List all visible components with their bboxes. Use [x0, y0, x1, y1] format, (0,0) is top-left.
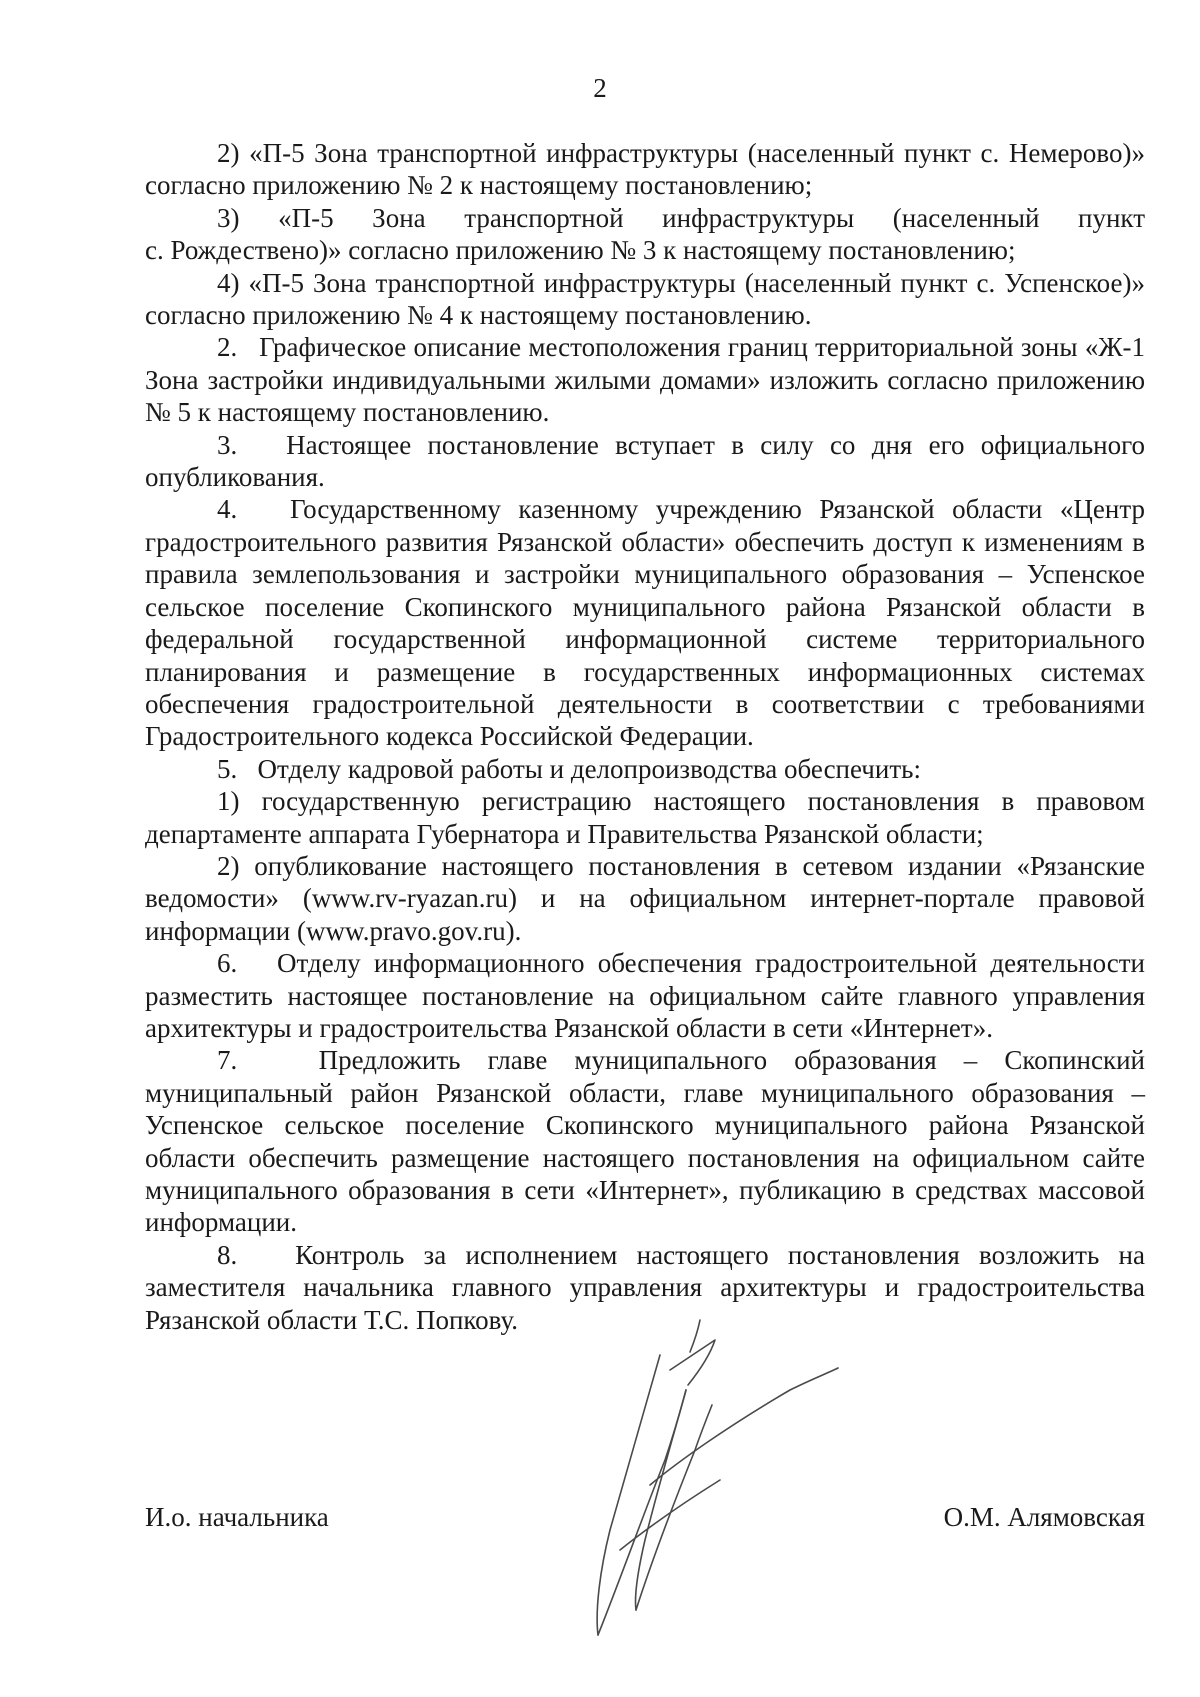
paragraph-item-2: 2) «П-5 Зона транспортной инфраструктуры (населенный пункт с. Немерово)» согласно приложению № 2 к настоящему постановлению;: [145, 138, 1145, 201]
signature-block: [145, 1501, 1145, 1541]
document-body: [145, 137, 1145, 1336]
paragraph-item-4: 4) «П-5 Зона транспортной инфраструктуры (населенный пункт с. Успенское)» согласно приложению № 4 к настоящему постановлению.: [145, 267, 1145, 331]
paragraph-section-4: 4. Государственному казенному учреждению Рязанской области «Центр градостроительного развития Рязанской области» обеспечить доступ к изменениям в правила землепользования и застройки муниципального образования – Успенское сельское поселение Скопинского муниципального района Рязанской области в федеральной государственной информационной системе территориального планирования и размещение в государственных информационных системах обеспечения градостроительной деятельности в соответствии с требованиями Градостроительного кодекса Российской Федерации.: [145, 494, 1145, 752]
handwritten-signature: [590, 1310, 840, 1650]
paragraph-section-6: 6. Отделу информационного обеспечения градостроительной деятельности разместить настоящее постановление на официальном сайте главного управления архитектуры и градостроительства Рязанской области в сети «Интернет».: [145, 948, 1145, 1043]
signatory-name: О.М. Алямовская: [943, 1502, 1145, 1532]
signatory-position: И.о. начальника: [145, 1502, 329, 1532]
paragraph-item-3: 3) «П-5 Зона транспортной инфраструктуры (населенный пункт с. Рождествено)» согласно приложению № 3 к настоящему постановлению;: [145, 202, 1145, 266]
page-number: 2: [593, 73, 607, 103]
paragraph-section-2: 2. Графическое описание местоположения границ территориальной зоны «Ж-1 Зона застройки индивидуальными жилыми домами» изложить согласно приложению № 5 к настоящему постановлению.: [145, 332, 1145, 428]
paragraph-section-7: 7. Предложить главе муниципального образования – Скопинский муниципальный район Рязанской области, главе муниципального образования – Успенское сельское поселение Скопинского муниципального района Рязанской области обеспечить размещение настоящего постановления на официальном сайте муниципального образования в сети «Интернет», публикацию в средствах массовой информации.: [145, 1045, 1145, 1238]
paragraph-section-5: 5. Отделу кадровой работы и делопроизводства обеспечить:: [217, 753, 921, 784]
paragraph-section-5-item-2: 2) опубликование настоящего постановления в сетевом издании «Рязанские ведомости» (www.rv-ryazan.ru) и на официальном интернет-портале правовой информации (www.pravo.gov.ru).: [145, 850, 1145, 946]
paragraph-section-3: 3. Настоящее постановление вступает в силу со дня его официального опубликования.: [145, 429, 1145, 493]
paragraph-section-8: 8. Контроль за исполнением настоящего постановления возложить на заместителя начальника главного управления архитектуры и градостроительства Рязанской области Т.С. Попкову.: [145, 1239, 1145, 1335]
paragraph-section-5-item-1: 1) государственную регистрацию настоящего постановления в правовом департаменте аппарата Губернатора и Правительства Рязанской области;: [145, 786, 1145, 849]
